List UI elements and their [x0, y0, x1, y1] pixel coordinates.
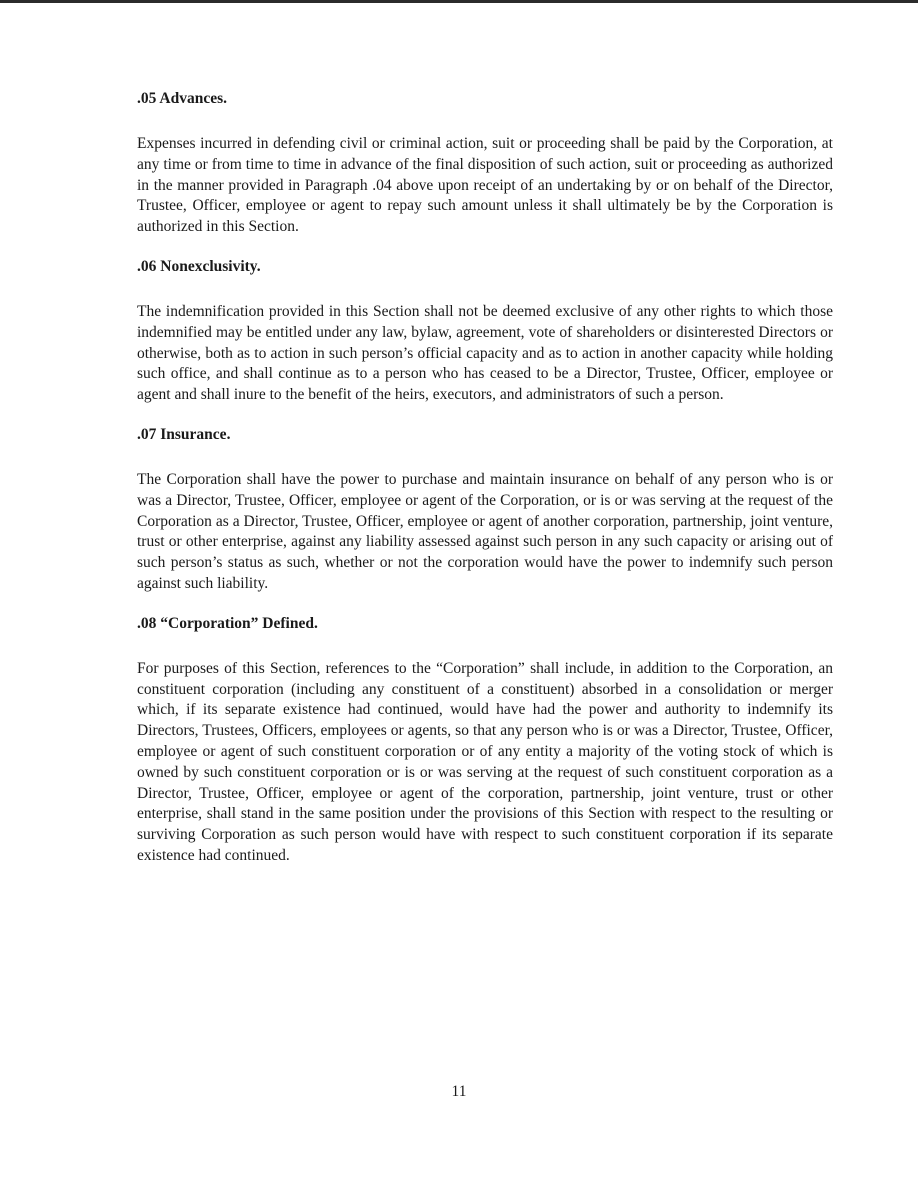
document-body	[137, 88, 833, 885]
section-08-corporation-defined	[137, 613, 833, 867]
section-heading: .06 Nonexclusivity.	[137, 257, 261, 275]
section-05-advances	[137, 88, 833, 238]
section-paragraph: The Corporation shall have the power to purchase and maintain insurance on behalf of any person who is or was a Director, Trustee, Officer, employee or agent of the Corporation, or is or was serving at the request of the Corporation as a Director, Trustee, Officer, employee or agent of another corporation, partnership, joint venture, trust or other enterprise, against any liability assessed against such person in any such capacity or arising out of such person’s status as such, whether or not the corporation would have the power to indemnify such person against such liability.	[137, 470, 833, 592]
section-heading: .07 Insurance.	[137, 425, 231, 443]
section-paragraph: Expenses incurred in defending civil or criminal action, suit or proceeding shall be paid by the Corporation, at any time or from time to time in advance of the final disposition of such action, suit or proceeding as authorized in the manner provided in Paragraph .04 above upon receipt of an undertaking by or on behalf of the Director, Trustee, Officer, employee or agent to repay such amount unless it shall ultimately be by the Corporation is authorized in this Section.	[137, 135, 833, 236]
page-number: 11	[451, 1083, 467, 1100]
section-paragraph: The indemnification provided in this Section shall not be deemed exclusive of any other rights to which those indemnified may be entitled under any law, bylaw, agreement, vote of shareholders or disinterested Directors or otherwise, both as to action in such person’s official capacity and as to action in another capacity while holding such office, and shall continue as to a person who has ceased to be a Director, Trustee, Officer, employee or agent and shall inure to the benefit of the heirs, executors, and administrators of such a person.	[137, 302, 833, 404]
section-06-nonexclusivity	[137, 256, 833, 406]
section-heading: .08 “Corporation” Defined.	[137, 614, 318, 632]
section-07-insurance	[137, 424, 833, 595]
section-paragraph: For purposes of this Section, references to the “Corporation” shall include, in addition to the Corporation, an constituent corporation (including any constituent of a constituent) absorbed in a consolidation or merger which, if its separate existence had continued, would have had the power and authority to indemnify its Directors, Trustees, Officers, employees or agents, so that any person who is or was a Director, Trustee, Officer, employee or agent of such constituent corporation or of any entity a majority of the voting stock of which is owned by such constituent corporation or is or was serving at the request of such constituent corporation as a Director, Trustee, Officer, employee or agent of the corporation, partnership, joint venture, trust or other enterprise, shall stand in the same position under the provisions of this Section with respect to the resulting or surviving Corporation as such person would have with respect to such constituent corporation if its separate existence had continued.	[137, 659, 833, 864]
top-rule	[0, 0, 918, 3]
section-heading: .05 Advances.	[137, 90, 227, 107]
